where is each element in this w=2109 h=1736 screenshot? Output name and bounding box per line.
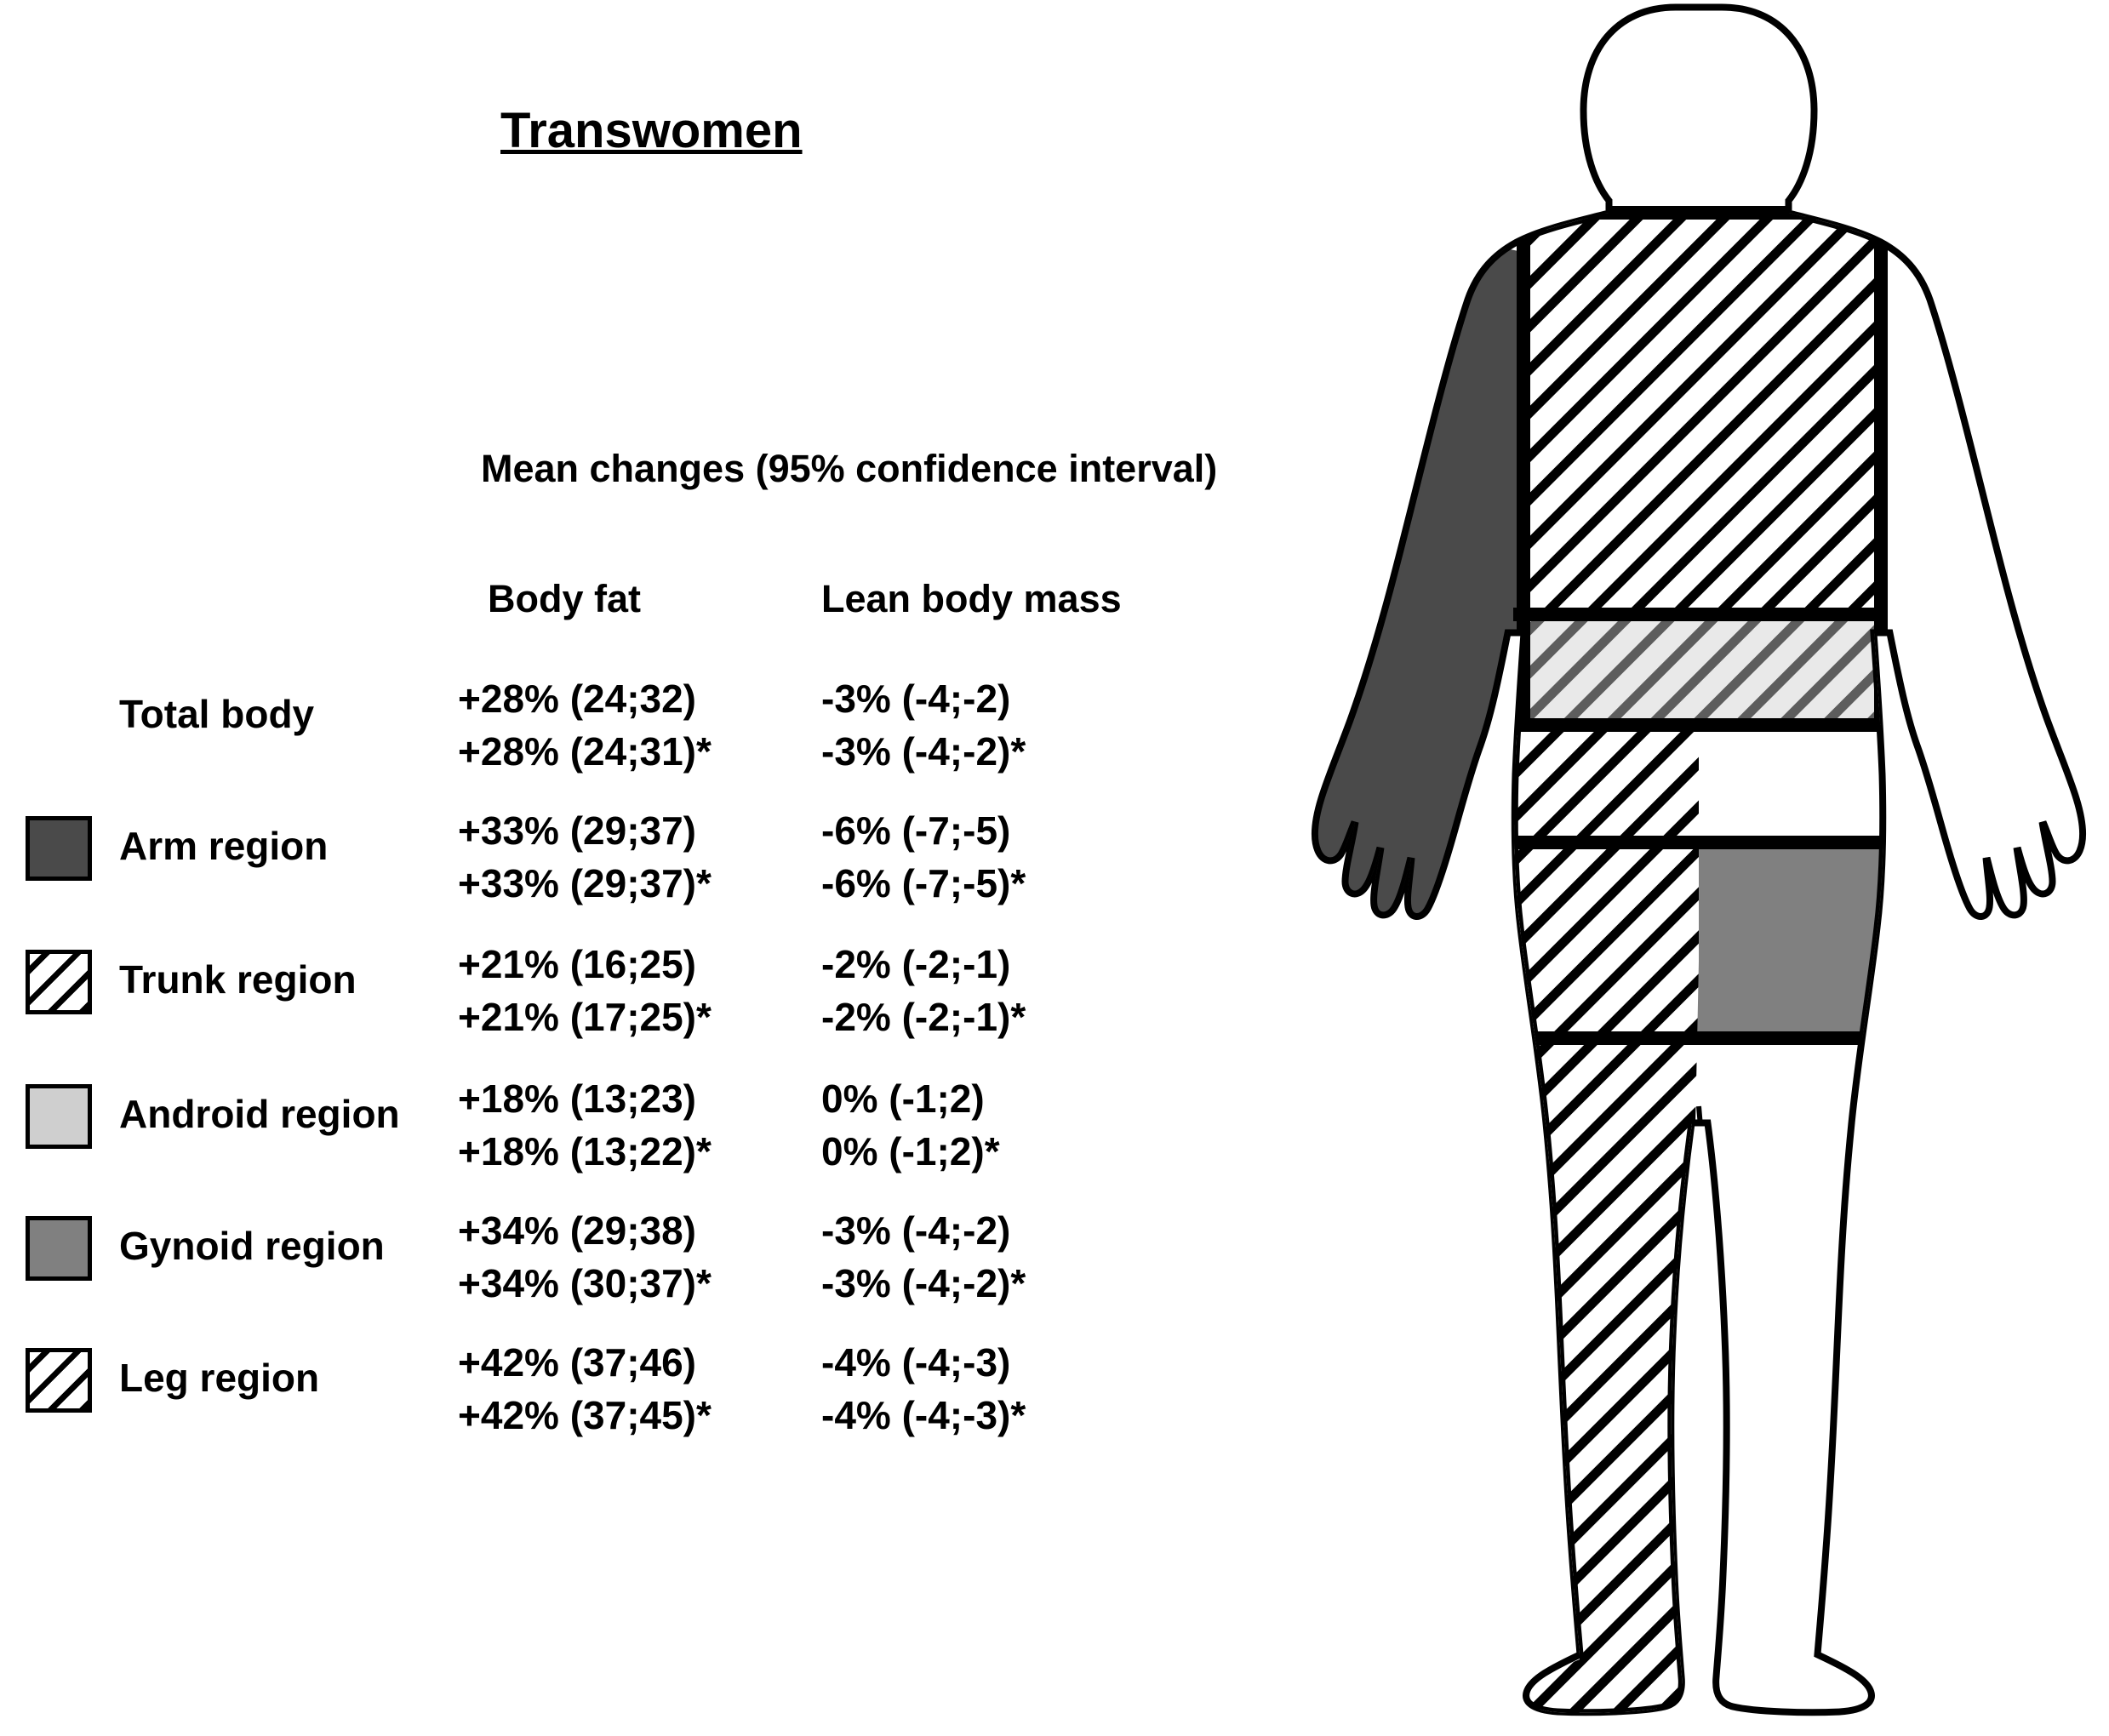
value-body-fat-arm-region: +33% (29;37) +33% (29;37)* <box>458 808 712 905</box>
legend-swatch-android-region <box>26 1084 92 1149</box>
column-header-lean-body-mass: Lean body mass <box>821 577 1122 620</box>
value-body-fat-android-region: +18% (13;23) +18% (13;22)* <box>458 1076 712 1174</box>
region-android-hatch-overlay <box>1523 614 1881 725</box>
legend-swatch-trunk-region <box>26 950 92 1014</box>
table-row <box>0 1072 1277 1174</box>
value-body-fat-trunk-region: +21% (16;25) +21% (17;25)* <box>458 942 712 1039</box>
legend-swatch-arm-region <box>26 816 92 881</box>
body-silhouette-diagram <box>1243 0 2109 1736</box>
value-lean-mass-leg-region: -4% (-4;-3) -4% (-4;-3)* <box>821 1340 1026 1437</box>
value-lean-mass-total-body: -3% (-4;-2) -3% (-4;-2)* <box>821 677 1026 774</box>
legend-swatch-leg-region <box>26 1348 92 1413</box>
table-row <box>0 1336 1277 1438</box>
table-row <box>0 804 1277 906</box>
table-row <box>0 672 1277 774</box>
value-body-fat-leg-region: +42% (37;46) +42% (37;45)* <box>458 1340 712 1437</box>
value-body-fat-gynoid-region: +34% (29;38) +34% (30;37)* <box>458 1208 712 1305</box>
legend-swatch-gynoid-region <box>26 1216 92 1281</box>
page-title: Transwomen <box>500 103 803 158</box>
region-trunk <box>1523 213 1881 613</box>
region-arm <box>1315 247 1539 917</box>
region-label-total-body: Total body <box>119 692 315 736</box>
region-label-trunk-region: Trunk region <box>119 957 357 1002</box>
column-header-body-fat: Body fat <box>488 577 641 620</box>
table-header: Mean changes (95% confidence interval) <box>481 447 1218 490</box>
region-label-leg-region: Leg region <box>119 1356 320 1400</box>
value-lean-mass-gynoid-region: -3% (-4;-2) -3% (-4;-2)* <box>821 1208 1026 1305</box>
table-row <box>0 938 1277 1040</box>
value-body-fat-total-body: +28% (24;32) +28% (24;31)* <box>458 677 712 774</box>
value-lean-mass-trunk-region: -2% (-2;-1) -2% (-2;-1)* <box>821 942 1026 1039</box>
value-lean-mass-arm-region: -6% (-7;-5) -6% (-7;-5)* <box>821 808 1026 905</box>
region-label-android-region: Android region <box>119 1092 400 1136</box>
table-row <box>0 1204 1277 1306</box>
region-label-arm-region: Arm region <box>119 824 329 868</box>
value-lean-mass-android-region: 0% (-1;2) 0% (-1;2)* <box>821 1076 1000 1174</box>
region-label-gynoid-region: Gynoid region <box>119 1224 385 1268</box>
